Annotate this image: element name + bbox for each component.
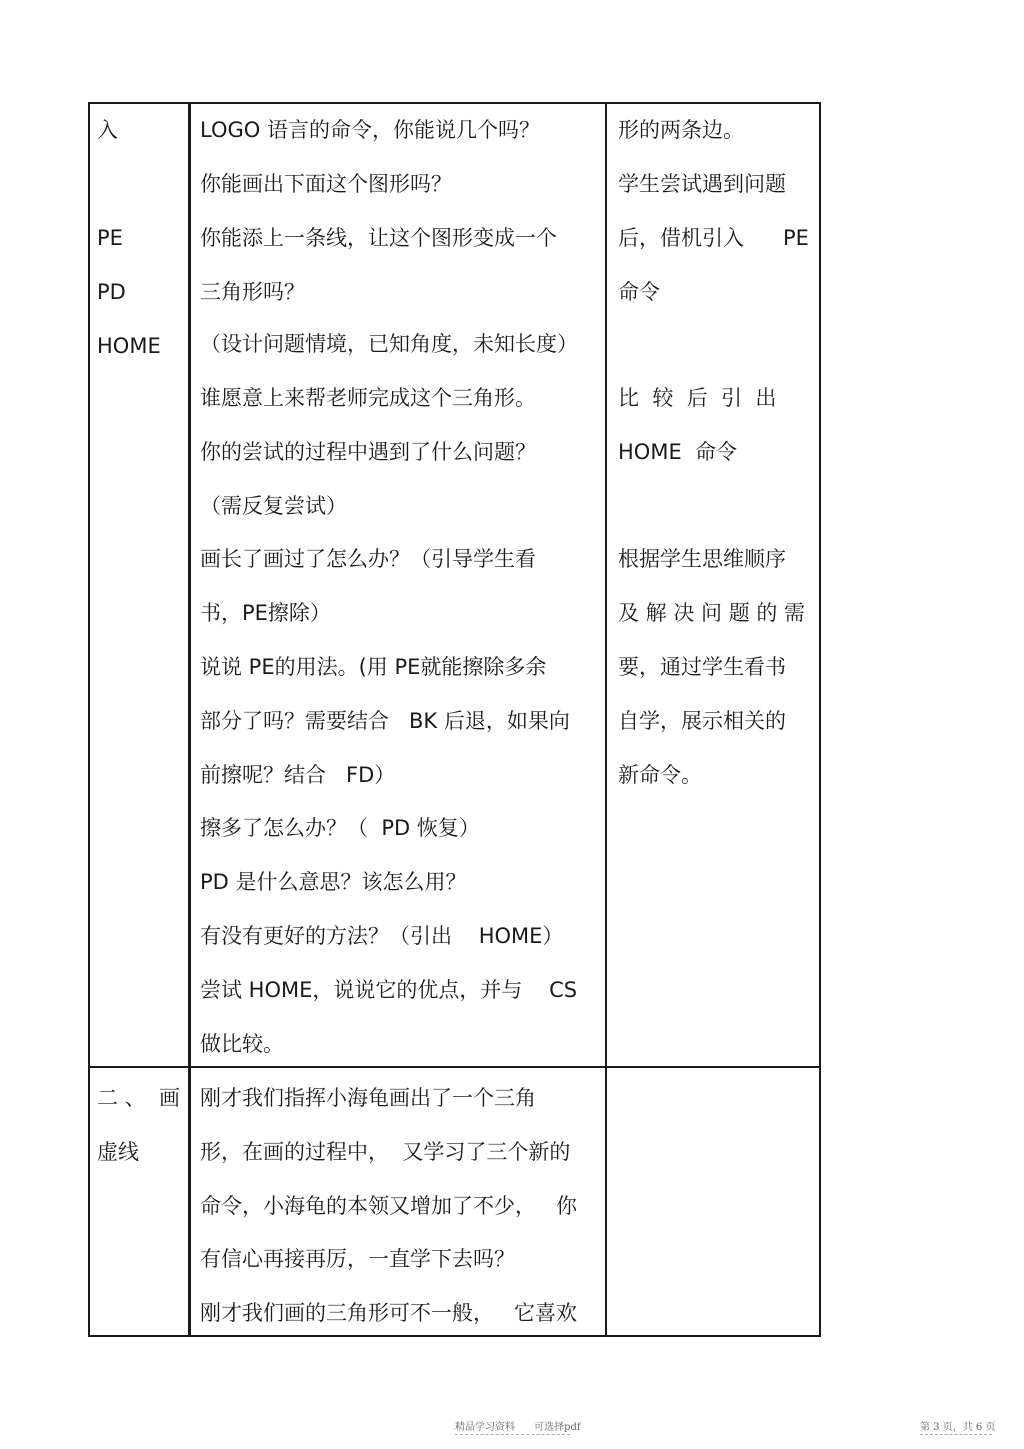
- row2-col2-line: 命令，小海龟的本领又增加了不少， 你: [200, 1194, 578, 1218]
- row1-col3-line: 根据学生思维顺序: [618, 547, 786, 571]
- footer-left-text: 精品学习资料 可选择pdf: [455, 1422, 581, 1433]
- row1-col2-line: 做比较。: [200, 1032, 284, 1056]
- table-column-divider-1: [188, 102, 191, 1337]
- row1-col2-line: LOGO 语言的命令，你能说几个吗？: [200, 118, 540, 142]
- footer-left-divider: [455, 1434, 570, 1435]
- footer-right-divider: [920, 1434, 992, 1435]
- row1-col1-cell-text: HOME: [97, 334, 161, 358]
- row1-col3-line: HOME 命令: [618, 440, 738, 464]
- row1-col2-line: 擦多了怎么办？（ PD 恢复）: [200, 816, 480, 840]
- row2-col2-line: 刚才我们指挥小海龟画出了一个三角: [200, 1086, 536, 1110]
- table-column-divider-2: [605, 102, 607, 1337]
- row1-col2-line: 你的尝试的过程中遇到了什么问题？: [200, 440, 536, 464]
- row1-col2-line: 谁愿意上来帮老师完成这个三角形。: [200, 386, 536, 410]
- row1-col2-line: 部分了吗？需要结合 BK 后退，如果向: [200, 709, 570, 733]
- row1-col3-line: 要，通过学生看书: [618, 655, 786, 679]
- row2-col2-line: 刚才我们画的三角形可不一般， 它喜欢: [200, 1301, 578, 1325]
- table-left-border: [88, 102, 90, 1337]
- row1-col3-line: 及 解 决 问 题 的 需: [618, 601, 806, 625]
- row1-col2-line: 书，PE擦除）: [200, 601, 331, 625]
- row1-col3-line: 命令: [618, 280, 660, 304]
- row1-col2-line: 前擦呢？结合 FD）: [200, 763, 396, 787]
- row1-col2-line: 有没有更好的方法？（引出 HOME）: [200, 924, 564, 948]
- table-row-divider: [88, 1066, 821, 1068]
- table-right-border: [819, 102, 821, 1337]
- row1-col3-line: 自学，展示相关的: [618, 709, 786, 733]
- row1-col1-cell-text: PE: [97, 226, 123, 250]
- row2-col2-line: 有信心再接再厉，一直学下去吗？: [200, 1247, 515, 1271]
- row1-col2-line: 说说 PE的用法。(用 PE就能擦除多余: [200, 655, 547, 679]
- row1-col3-line: 后，借机引入: [618, 226, 744, 250]
- row2-col1-cell-text: 虚线: [97, 1140, 139, 1164]
- footer-page-number: 第 3 页，共 6 页: [920, 1422, 996, 1433]
- row1-col3-line: 学生尝试遇到问题: [618, 172, 786, 196]
- row1-col2-line: 你能画出下面这个图形吗？: [200, 172, 452, 196]
- row2-col2-line: 形，在画的过程中， 又学习了三个新的: [200, 1140, 571, 1164]
- row1-col3-line: 比 较 后 引 出: [618, 386, 777, 410]
- table-top-border: [88, 102, 821, 104]
- row1-col2-line: PD 是什么意思？该怎么用？: [200, 870, 467, 894]
- row1-col3-line: 新命令。: [618, 763, 702, 787]
- row1-col3-line: PE: [783, 226, 809, 250]
- row2-col1-cell-text: 二 、 画: [97, 1086, 181, 1110]
- row1-col2-line: （需反复尝试）: [200, 494, 347, 518]
- row1-col2-line: 你能添上一条线，让这个图形变成一个: [200, 226, 557, 250]
- row1-col2-line: 画长了画过了怎么办？（引导学生看: [200, 547, 536, 571]
- row1-col2-line: （设计问题情境，已知角度，未知长度）: [200, 332, 578, 356]
- row1-col1-cell-text: 入: [97, 118, 118, 142]
- row1-col3-line: 形的两条边。: [618, 118, 744, 142]
- row1-col1-cell-text: PD: [97, 280, 126, 304]
- row1-col2-line: 三角形吗？: [200, 280, 305, 304]
- table-bottom-border: [88, 1335, 821, 1337]
- row1-col2-line: 尝试 HOME，说说它的优点，并与 CS: [200, 978, 578, 1002]
